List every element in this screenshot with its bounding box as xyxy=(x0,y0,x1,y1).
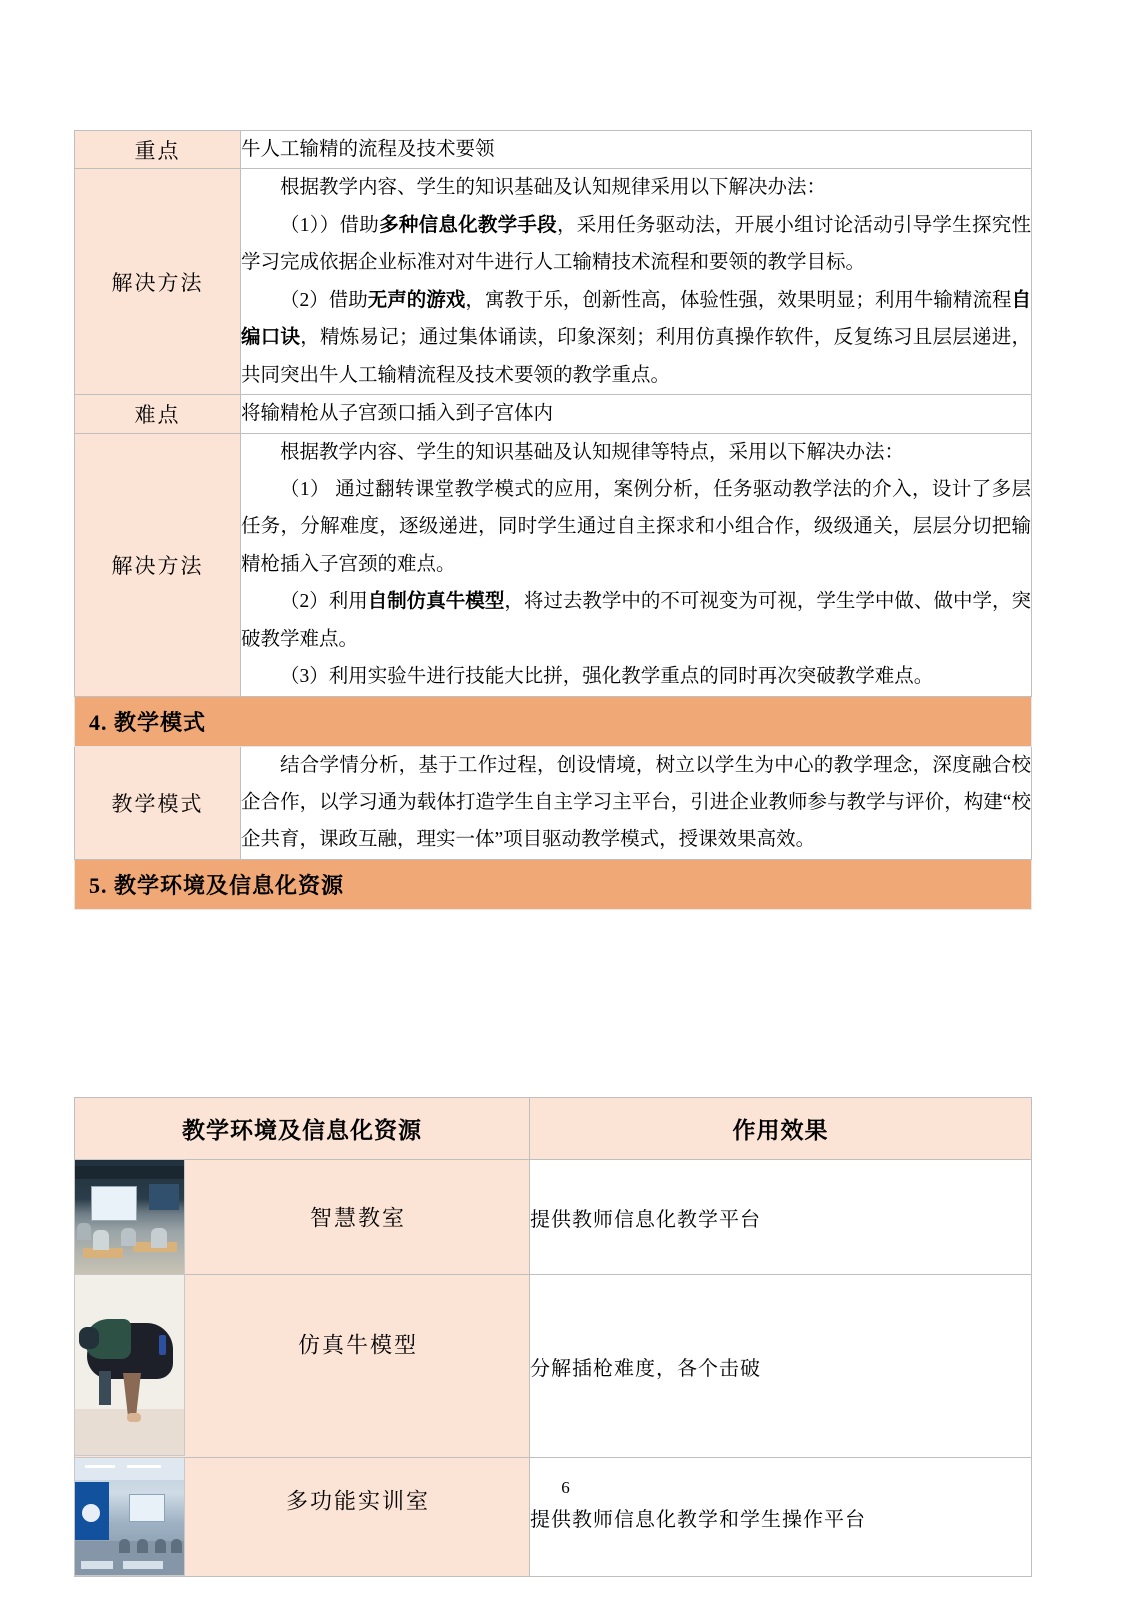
table-row-key-point xyxy=(75,131,1032,169)
key-point-text: 牛人工输精的流程及技术要领 xyxy=(241,139,495,160)
table-row-solution-2 xyxy=(75,433,1032,696)
solution1-item1-prefix: （1））借助 xyxy=(280,214,380,236)
solution2-item2-rest: ，将过去教学中的不可视变为可视，学生学中做、做中学，突破教学难点。 xyxy=(241,591,1031,650)
row-label-key-point: 重点 xyxy=(75,131,241,169)
row-label-teaching-mode: 教学模式 xyxy=(75,746,241,859)
solution1-item-2 xyxy=(241,282,1031,394)
solution1-item-1 xyxy=(241,207,1031,282)
row-content-solution-2 xyxy=(241,433,1032,696)
resource-effect-2: 分解插枪难度，各个击破 xyxy=(530,1275,1032,1458)
section-4-heading: 4. 教学模式 xyxy=(75,696,1032,746)
resource-name-3: 多功能实训室 xyxy=(285,1488,430,1514)
resource-name-cell-3 xyxy=(75,1458,530,1577)
difficulty-text: 将输精枪从子宫颈口插入到子宫体内 xyxy=(241,403,554,425)
row-content-teaching-mode xyxy=(241,746,1032,859)
resource-name-cell-1 xyxy=(75,1160,530,1275)
page-number: 6 xyxy=(561,1478,570,1497)
solution1-item2-bold2: 自编口诀 xyxy=(241,289,1031,349)
section-header-teaching-mode xyxy=(75,696,1032,746)
resource-table-header-row xyxy=(75,1098,1032,1160)
resource-effect-1: 提供教师信息化教学平台 xyxy=(530,1160,1032,1275)
section-header-teaching-environment xyxy=(75,859,1032,909)
table-row-solution-1 xyxy=(75,169,1032,395)
lesson-detail-table xyxy=(74,130,1032,910)
simulated-cow-model-photo xyxy=(74,1274,185,1456)
row-content-difficulty xyxy=(241,395,1032,433)
resource-name-2: 仿真牛模型 xyxy=(297,1332,418,1358)
table-row xyxy=(75,1458,1032,1577)
row-content-solution-1 xyxy=(241,169,1032,395)
table-row-difficulty xyxy=(75,395,1032,433)
solution2-intro: 根据教学内容、学生的知识基础及认知规律等特点，采用以下解决办法： xyxy=(280,441,905,463)
solution2-item2-bold: 自制仿真牛模型 xyxy=(367,591,505,613)
resource-column-header-effect: 作用效果 xyxy=(530,1098,1032,1160)
section-5-heading: 5. 教学环境及信息化资源 xyxy=(75,859,1032,909)
row-content-key-point xyxy=(241,131,1032,169)
solution1-item1-rest: ，采用任务驱动法，开展小组讨论活动引导学生探究性学习完成依据企业标准对对牛进行人工输精技术流程和要领的教学目标。 xyxy=(241,214,1031,274)
solution1-item2-mid: ，寓教于乐，创新性高，体验性强，效果明显；利用牛输精流程 xyxy=(465,289,1012,311)
resource-name-cell-2 xyxy=(75,1275,530,1458)
solution1-item2-bold: 无声的游戏 xyxy=(367,289,466,311)
resource-column-header-name: 教学环境及信息化资源 xyxy=(75,1098,530,1160)
resource-name-1: 智慧教室 xyxy=(309,1205,406,1231)
table-row-teaching-mode xyxy=(75,746,1032,859)
solution2-item-3: （3）利用实验牛进行技能大比拼，强化教学重点的同时再次突破教学难点。 xyxy=(280,666,934,688)
solution1-item1-bold: 多种信息化教学手段 xyxy=(379,214,557,236)
solution1-intro: 根据教学内容、学生的知识基础及认知规律采用以下解决办法： xyxy=(280,177,827,199)
solution2-item-2 xyxy=(241,583,1031,658)
multifunction-training-room-photo xyxy=(74,1457,185,1576)
smart-classroom-photo xyxy=(74,1159,185,1275)
solution1-item2-prefix: （2）借助 xyxy=(280,289,368,311)
table-row xyxy=(75,1275,1032,1458)
teaching-resource-table xyxy=(74,1097,1032,1577)
solution2-item-1: （1） 通过翻转课堂教学模式的应用，案例分析，任务驱动教学法的介入，设计了多层任务，分解难度，逐级递进，同时学生通过自主探求和小组合作，级级通关，层层分切把输精枪插入子宫颈的难点。 xyxy=(241,478,1031,575)
solution2-item2-prefix: （2）利用 xyxy=(280,591,368,613)
table-row xyxy=(75,1160,1032,1275)
teaching-mode-text: 结合学情分析，基于工作过程，创设情境，树立以学生为中心的教学理念，深度融合校企合作，以学习通为载体打造学生自主学习主平台，引进企业教师参与教学与评价，构建“校企共育，课政互融，理实一体”项目驱动教学模式，授课效果高效。 xyxy=(241,754,1031,851)
row-label-solution-1: 解决方法 xyxy=(75,169,241,395)
resource-effect-3: 提供教师信息化教学和学生操作平台 xyxy=(530,1458,1032,1577)
row-label-solution-2: 解决方法 xyxy=(75,433,241,696)
solution1-item2-rest: ，精炼易记；通过集体诵读，印象深刻；利用仿真操作软件，反复练习且层层递进，共同突出牛人工输精流程及技术要领的教学重点。 xyxy=(241,327,1031,386)
row-label-difficulty: 难点 xyxy=(75,395,241,433)
